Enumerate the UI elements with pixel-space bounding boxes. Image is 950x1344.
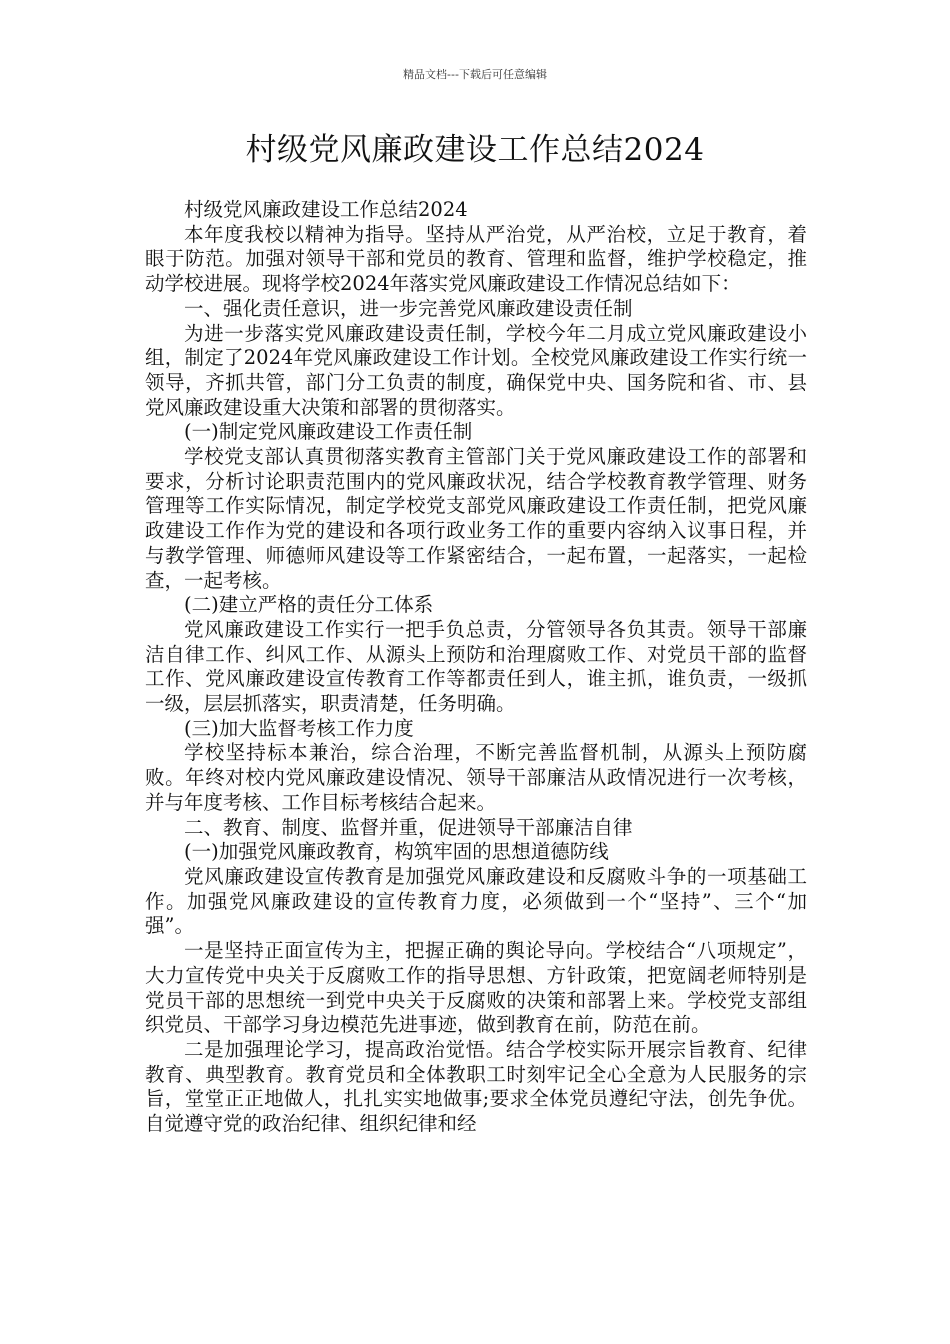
subsection-heading: (三)加大监督考核工作力度 xyxy=(184,716,414,740)
paragraph: 一是坚持正面宣传为主，把握正确的舆论导向。学校结合“八项规定”，大力宣传党中央关于反腐败工作的指导思想、方针政策，把宽阔老师特别是党员干部的思想统一到党中央关于反腐败的决策和部署上来。学校党支部组织党员、干部学习身边模范先进事迹，做到教育在前，防范在前。 xyxy=(145,939,807,1037)
paragraph: 学校坚持标本兼治，综合治理，不断完善监督机制，从源头上预防腐败。年终对校内党风廉政建设情况、领导干部廉洁从政情况进行一次考核，并与年度考核、工作目标考核结合起来。 xyxy=(145,741,807,814)
subsection-heading: (二)建立严格的责任分工体系 xyxy=(184,593,434,617)
paragraph: 学校党支部认真贯彻落实教育主管部门关于党风廉政建设工作的部署和要求，分析讨论职责范围内的党风廉政状况，结合学校教育教学管理、财务管理等工作实际情况，制定学校党支部党风廉政建设工作责任制，把党风廉政建设工作作为党的建设和各项行政业务工作的重要内容纳入议事日程，并与教学管理、师德师风建设等工作紧密结合，一起布置，一起落实，一起检查，一起考核。 xyxy=(145,445,807,592)
paragraph: 村级党风廉政建设工作总结2024 xyxy=(184,198,468,221)
section-heading: 一、强化责任意识，进一步完善党风廉政建设责任制 xyxy=(184,296,633,320)
paragraph: 党风廉政建设工作实行一把手负总责，分管领导各负其责。领导干部廉洁自律工作、纠风工作、从源头上预防和治理腐败工作、对党员干部的监督工作、党风廉政建设宣传教育工作等都责任到人，谁主抓，谁负责，一级抓一级，层层抓落实，职责清楚，任务明确。 xyxy=(145,617,807,716)
paragraph: 本年度我校以精神为指导。坚持从严治党，从严治校，立足于教育，着眼于防范。加强对领导干部和党员的教育、管理和监督，维护学校稳定，推动学校进展。现将学校2024年落实党风廉政建设工作情况总结如下： xyxy=(145,222,807,296)
page-header-note: 精品文档---下载后可任意编辑 xyxy=(403,68,547,81)
document-title: 村级党风廉政建设工作总结2024 xyxy=(245,132,705,168)
paragraph: 二是加强理论学习，提高政治觉悟。结合学校实际开展宗旨教育、纪律教育、典型教育。教育党员和全体教职工时刻牢记全心全意为人民服务的宗旨，堂堂正正地做人，扎扎实实地做事;要求全体党员遵纪守法，创先争优。自觉遵守党的政治纪律、组织纪律和经 xyxy=(145,1037,807,1136)
section-heading: 二、教育、制度、监督并重，促进领导干部廉洁自律 xyxy=(184,815,633,839)
document-body xyxy=(145,198,807,1137)
paragraph: 为进一步落实党风廉政建设责任制，学校今年二月成立党风廉政建设小组，制定了2024年党风廉政建设工作计划。全校党风廉政建设工作实行统一领导，齐抓共管，部门分工负责的制度，确保党中央、国务院和省、市、县党风廉政建设重大决策和部署的贯彻落实。 xyxy=(145,321,807,419)
subsection-heading: (一)制定党风廉政建设工作责任制 xyxy=(184,420,473,444)
paragraph: 党风廉政建设宣传教育是加强党风廉政建设和反腐败斗争的一项基础工作。加强党风廉政建设的宣传教育力度，必须做到一个“坚持”、三个“加强”。 xyxy=(145,864,807,938)
subsection-heading: (一)加强党风廉政教育，构筑牢固的思想道德防线 xyxy=(184,840,609,864)
